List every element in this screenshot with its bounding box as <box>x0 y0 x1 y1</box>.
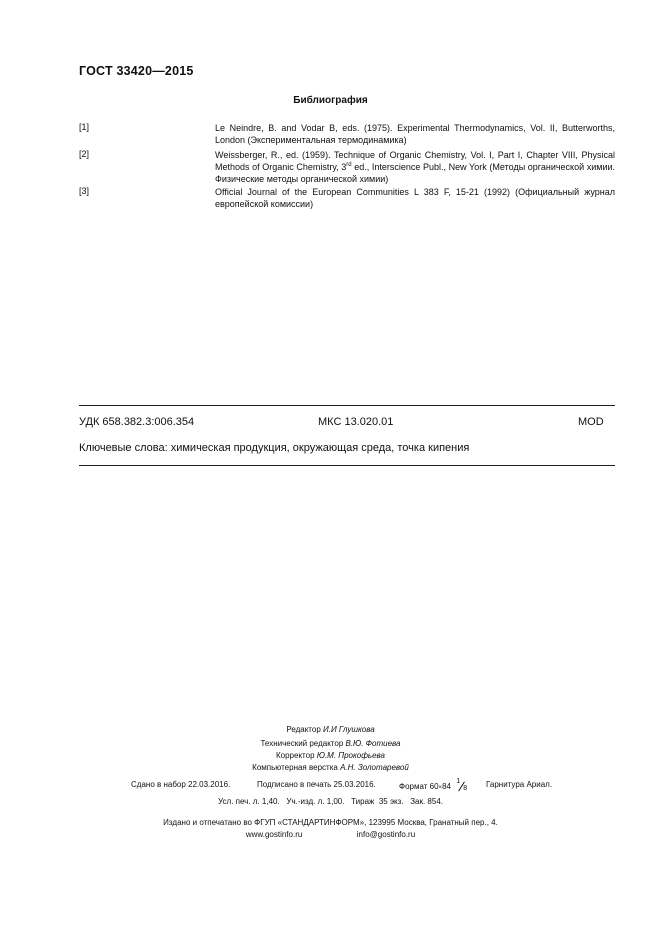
reference-number: [1] <box>79 122 90 132</box>
mod-label: MOD <box>578 416 604 428</box>
tech-editor-line <box>0 739 661 748</box>
divider-top <box>79 405 615 406</box>
reference-text-part: ed., Interscience Publ., New York (Методы органической химии. Физические методы органической химии) <box>215 162 616 184</box>
signed-date: Подписано в печать 25.03.2016. <box>257 780 376 789</box>
contacts-line <box>0 830 661 839</box>
format-label: Формат 60 <box>399 782 439 791</box>
reference-superscript: rd <box>346 162 352 168</box>
udk-code: УДК 658.382.3:006.354 <box>79 416 195 428</box>
document-code: ГОСТ 33420—2015 <box>79 64 194 78</box>
reference-text-part: Weissberger, R., ed. (1959). Technique of Organic Chemistry, Vol. I, Part I, Chapter VIII, Physical Methods of Organic Chemistry, 3 <box>215 150 615 172</box>
editor-line <box>0 725 661 734</box>
reference-number: [3] <box>79 186 90 196</box>
layout-line <box>0 763 661 772</box>
submitted-date: Сдано в набор 22.03.2016. <box>131 780 231 789</box>
layout-label: Компьютерная верстка <box>252 763 338 772</box>
format-84: 84 <box>442 782 451 791</box>
editor-label: Редактор <box>286 725 321 734</box>
format-fraction <box>453 780 471 792</box>
reference-number: [2] <box>79 149 90 159</box>
website[interactable]: www.gostinfo.ru <box>245 830 303 839</box>
reference-text: Official Journal of the European Communities L 383 F, 15-21 (1992) (Официальный журнал европейской комиссии) <box>215 187 615 209</box>
format-multiply: × <box>438 785 443 791</box>
bibliography-title: Библиография <box>293 95 368 106</box>
reference-text: Le Neindre, B. and Vodar B, eds. (1975). Experimental Thermodynamics, Vol. II, Butterworths, London (Экспериментальная термодинамика) <box>215 123 615 145</box>
mks-code: МКС 13.020.01 <box>318 416 394 428</box>
font-info: Гарнитура Ариал. <box>486 780 553 789</box>
email[interactable]: info@gostinfo.ru <box>356 830 416 839</box>
corrector-name: Ю.М. Прокофьева <box>316 751 385 760</box>
layout-name: А.Н. Золотаревой <box>340 763 409 772</box>
publisher-info: Издано и отпечатано во ФГУП «СТАНДАРТИНФОРМ», 123995 Москва, Гранатный пер., 4. <box>163 818 498 827</box>
fraction-numerator: 1 <box>456 778 461 785</box>
tech-editor-name: В.Ю. Фотиева <box>345 739 401 748</box>
editor-name: И.И Глушкова <box>323 725 375 734</box>
fraction-denominator: 8 <box>463 785 468 792</box>
divider-bottom <box>79 465 615 466</box>
format-info <box>399 780 471 792</box>
reference-text <box>215 149 615 185</box>
keywords: Ключевые слова: химическая продукция, окружающая среда, точка кипения <box>79 442 470 454</box>
tech-editor-label: Технический редактор <box>260 739 344 748</box>
corrector-line <box>0 751 661 760</box>
corrector-label: Корректор <box>276 751 315 760</box>
print-info: Усл. печ. л. 1,40. Уч.-изд. л. 1,00. Тираж 35 экз. Зак. 854. <box>218 797 443 806</box>
